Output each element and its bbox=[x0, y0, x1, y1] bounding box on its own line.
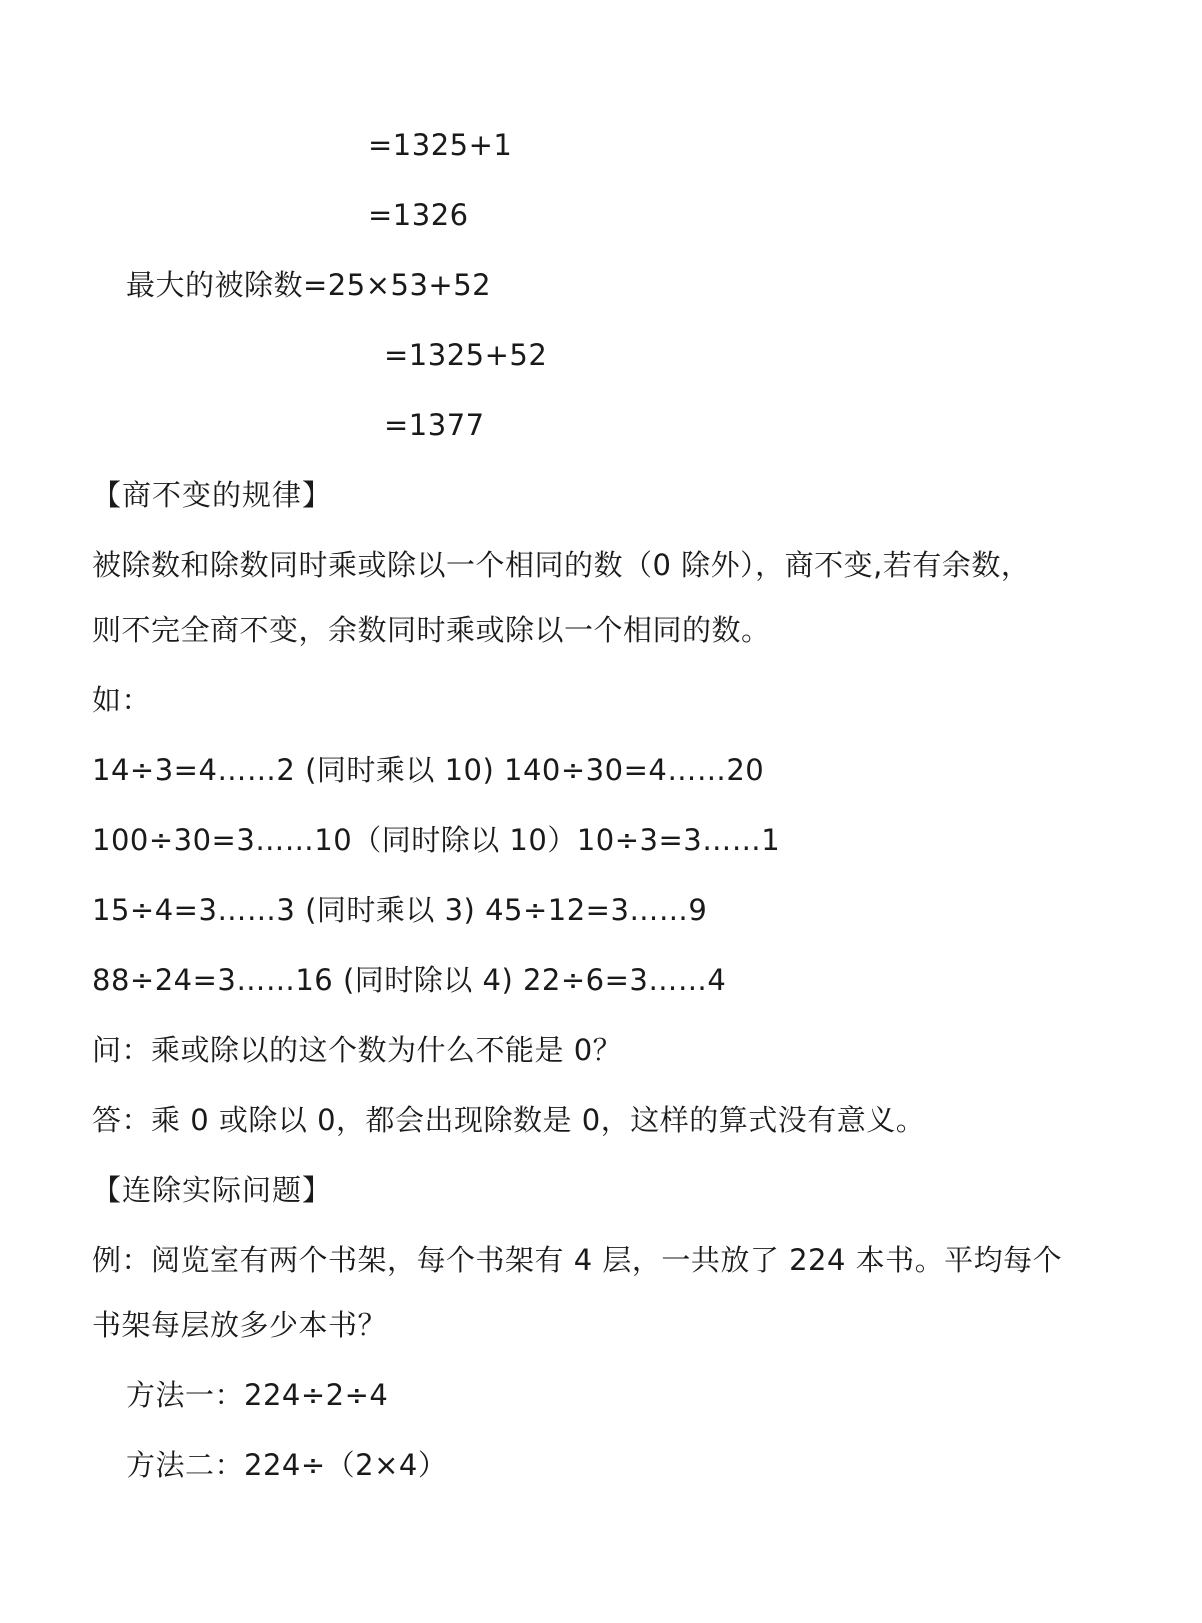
example-line: 88÷24=3……16 (同时除以 4) 22÷6=3……4 bbox=[92, 963, 727, 997]
rule-text-line-1: 被除数和除数同时乘或除以一个相同的数（0 除外），商不变,若有余数， bbox=[92, 548, 1031, 582]
rule-text-line-2: 则不完全商不变，余数同时乘或除以一个相同的数。 bbox=[92, 613, 771, 647]
max-dividend-step-2: =1325+52 bbox=[384, 338, 548, 372]
question-text: 问：乘或除以的这个数为什么不能是 0？ bbox=[92, 1033, 623, 1067]
example-line: 14÷3=4……2 (同时乘以 10) 140÷30=4……20 bbox=[92, 753, 765, 787]
min-dividend-step-3: =1326 bbox=[368, 198, 469, 232]
answer-text: 答：乘 0 或除以 0，都会出现除数是 0，这样的算式没有意义。 bbox=[92, 1103, 926, 1137]
example-line: 100÷30=3……10（同时除以 10）10÷3=3……1 bbox=[92, 823, 781, 857]
example-label: 如： bbox=[92, 683, 152, 717]
example-line: 15÷4=3……3 (同时乘以 3) 45÷12=3……9 bbox=[92, 893, 708, 927]
max-dividend-step-3: =1377 bbox=[384, 408, 485, 442]
method-two: 方法二：224÷（2×4） bbox=[126, 1448, 448, 1482]
max-dividend-line: 最大的被除数=25×53+52 bbox=[126, 268, 492, 302]
section-heading-consecutive-division: 【连除实际问题】 bbox=[92, 1173, 333, 1207]
problem-text-line-2: 书架每层放多少本书？ bbox=[92, 1308, 388, 1342]
problem-text-line-1: 例：阅览室有两个书架，每个书架有 4 层，一共放了 224 本书。平均每个 bbox=[92, 1243, 1063, 1277]
section-heading-quotient-invariance: 【商不变的规律】 bbox=[92, 478, 333, 512]
method-one: 方法一：224÷2÷4 bbox=[126, 1378, 389, 1412]
min-dividend-step-2: =1325+1 bbox=[368, 128, 513, 162]
